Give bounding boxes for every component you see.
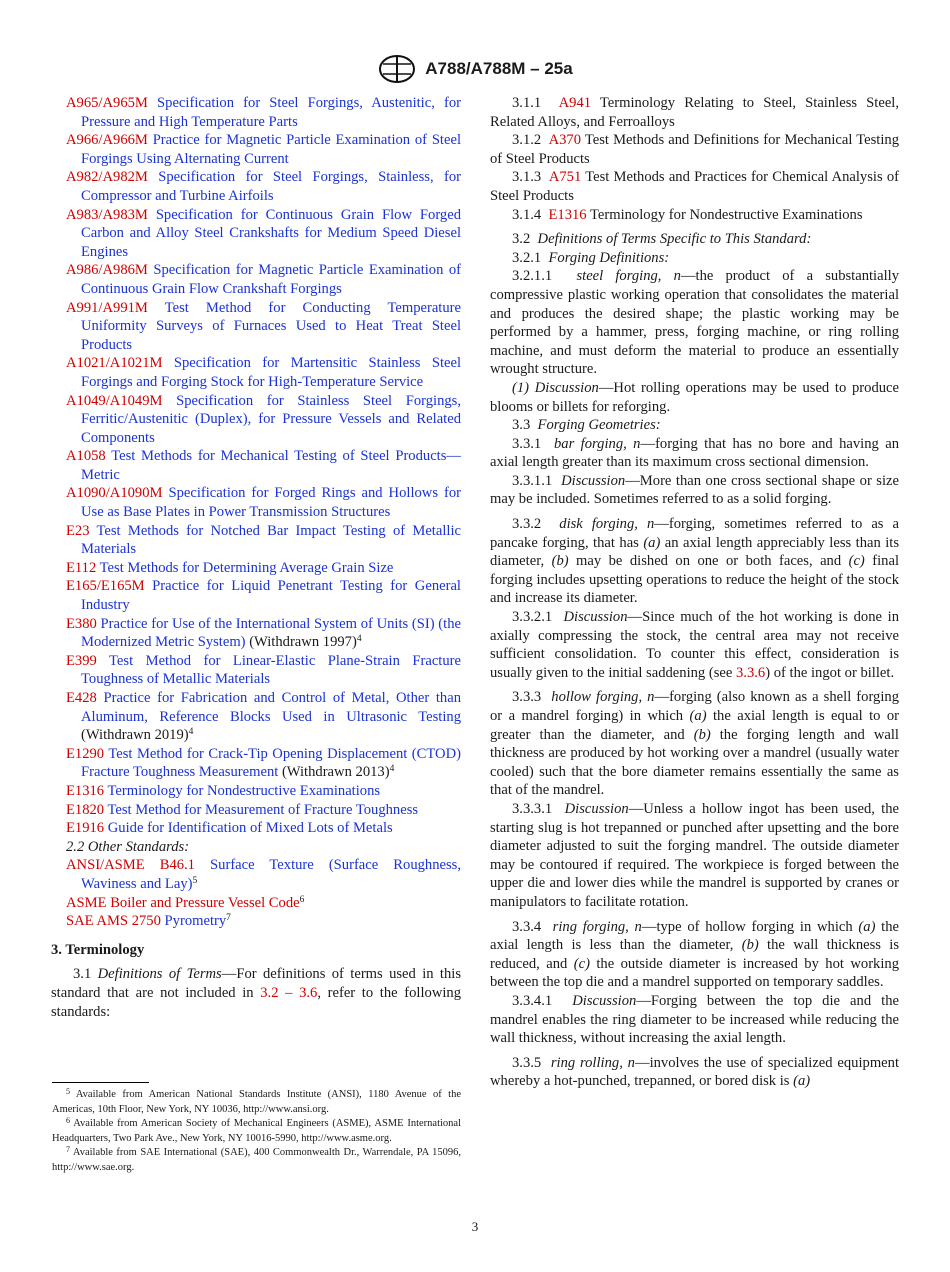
reference-item bbox=[66, 299, 461, 355]
reference-item bbox=[66, 577, 461, 614]
other-standards-heading: 2.2 Other Standards: bbox=[66, 838, 190, 855]
ref-title-link[interactable]: Practice for Use of the International System of Units (SI) (the Modernized Metric System) bbox=[81, 615, 461, 651]
footnote-marker[interactable]: 5 bbox=[192, 875, 198, 886]
right-column bbox=[490, 94, 899, 1091]
reference-item bbox=[66, 856, 461, 893]
reference-item bbox=[66, 615, 461, 652]
ref-code-link[interactable]: A982/A982M bbox=[66, 169, 148, 186]
ref-title-link[interactable]: Specification for Martensitic Stainless Steel Forgings and Forging Stock for High-Temperature Service bbox=[81, 355, 462, 390]
footnote-number: 6 bbox=[66, 1116, 70, 1125]
ref-title-link[interactable]: Practice for Magnetic Particle Examination of Steel Forgings Using Alternating Current bbox=[81, 132, 461, 167]
ref-code-link[interactable]: E1316 bbox=[66, 782, 105, 799]
ref-title-link[interactable]: Test Methods for Mechanical Testing of Steel Products—Metric bbox=[81, 448, 462, 483]
reference-item bbox=[66, 94, 461, 131]
footnote-marker[interactable]: 4 bbox=[356, 634, 362, 645]
ref-code-link[interactable]: E23 bbox=[66, 522, 90, 539]
section-3-3-3-1: 3.3.3.1 Discussion—Unless a hollow ingot has been used, the starting slug is hot trepanned or punched after upsetting and the bore diameter adjusted to suit the forging mandrel. The outside diameter may be contoured if required. The workpiece is forged between the upper die and lower dies while the mandrel is supported by cranes or manipulators to facilitate rotation. bbox=[490, 800, 900, 910]
footnote-number: 7 bbox=[66, 1145, 70, 1154]
ref-code-link[interactable]: ANSI/ASME B46.1 bbox=[66, 857, 195, 874]
section-3-2-1: 3.2.1 Forging Definitions: bbox=[512, 249, 670, 266]
footnote bbox=[52, 1117, 461, 1146]
ref-code-link[interactable]: A991/A991M bbox=[66, 299, 148, 316]
section-3-3-2-1: 3.3.2.1 Discussion—Since much of the hot working is done in axially compressing the stock, the central area may not receive sufficient consolidation. To counter this effect, consideration is usually given to the initial saddening (see 3.3.6) of the ingot or billet. bbox=[490, 609, 899, 681]
reference-item bbox=[66, 652, 461, 689]
section-3-3-1: 3.3.1 bar forging, n—forging that has no bore and having an axial length greater than its maximum cross sectional dimension. bbox=[490, 435, 900, 471]
ref-code-link[interactable]: A370 bbox=[548, 132, 582, 149]
footnote-text: Available from American Society of Mechanical Engineers (ASME), ASME International Headquarters, Two Park Ave., New York, NY 10016-5990, http://www.asme.org. bbox=[52, 1118, 461, 1144]
ref-3-1-1: 3.1.1 A941 Terminology Relating to Steel, Stainless Steel, Related Alloys, and Ferroalloys bbox=[490, 95, 899, 130]
footnote-marker[interactable]: 4 bbox=[188, 727, 194, 738]
ref-title-link[interactable]: Test Methods for Determining Average Grain Size bbox=[99, 559, 394, 576]
reference-item bbox=[66, 447, 461, 484]
terminology-heading: 3. Terminology bbox=[51, 941, 145, 958]
ref-title-link[interactable]: Test Method for Conducting Temperature Uniformity Surveys of Furnaces Used to Heat Treat Steel Products bbox=[81, 299, 461, 353]
reference-item bbox=[66, 801, 461, 820]
ref-code-link[interactable]: A1090/A1090M bbox=[66, 485, 163, 502]
ref-title-link[interactable]: Specification for Continuous Grain Flow Forged Carbon and Alloy Steel Crankshafts for Medium Speed Diesel Engines bbox=[81, 206, 462, 260]
ref-code-link[interactable]: A751 bbox=[548, 169, 582, 186]
reference-item bbox=[66, 168, 461, 205]
reference-item bbox=[66, 392, 461, 448]
section-3-2: 3.2 Definitions of Terms Specific to This Standard: bbox=[512, 231, 812, 248]
ref-code-link[interactable]: ASME Boiler and Pressure Vessel Code bbox=[66, 894, 300, 911]
ref-3-1-4: 3.1.4 E1316 Terminology for Nondestructive Examinations bbox=[512, 206, 863, 223]
page-header bbox=[0, 54, 950, 82]
ref-code-link[interactable]: E1820 bbox=[66, 801, 105, 818]
ref-code-link[interactable]: SAE AMS 2750 bbox=[66, 913, 161, 930]
ref-3-1-3: 3.1.3 A751 Test Methods and Practices for Chemical Analysis of Steel Products bbox=[490, 169, 899, 204]
ref-code-link[interactable]: A1058 bbox=[66, 448, 106, 465]
ref-title-link[interactable]: Specification for Steel Forgings, Stainless, for Compressor and Turbine Airfoils bbox=[81, 169, 461, 204]
section-3-3-5: 3.3.5 ring rolling, n—involves the use of specialized equipment whereby a hot-punched, trepanned, or bored disk is (a) bbox=[490, 1054, 900, 1090]
footnote-marker[interactable]: 6 bbox=[299, 894, 305, 905]
ref-code-link[interactable]: A965/A965M bbox=[66, 95, 148, 111]
reference-item bbox=[66, 912, 461, 931]
ref-code-link[interactable]: E1290 bbox=[66, 745, 105, 762]
reference-item bbox=[66, 206, 461, 262]
ref-code-link[interactable]: A1049/A1049M bbox=[66, 392, 163, 409]
ref-code-link[interactable]: A986/A986M bbox=[66, 262, 148, 279]
ref-title-link[interactable]: Test Method for Crack-Tip Opening Displacement (CTOD) Fracture Toughness Measurement bbox=[81, 745, 461, 781]
page-number: 3 bbox=[471, 1219, 479, 1234]
reference-item bbox=[66, 484, 461, 521]
footnote-marker[interactable]: 4 bbox=[389, 764, 395, 775]
ref-title-link[interactable]: Test Methods for Notched Bar Impact Testing of Metallic Materials bbox=[81, 522, 461, 558]
reference-item bbox=[66, 782, 461, 801]
withdrawn-note: (Withdrawn 1997) bbox=[245, 634, 357, 651]
ref-title-link[interactable]: Specification for Magnetic Particle Examination of Continuous Grain Flow Crankshaft Forgings bbox=[81, 262, 461, 297]
footnote-divider bbox=[52, 1082, 149, 1083]
ref-code-link[interactable]: A941 bbox=[558, 95, 592, 111]
reference-item bbox=[66, 354, 461, 391]
left-column bbox=[51, 94, 462, 1021]
footnote-text: Available from SAE International (SAE), 400 Commonwealth Dr., Warrendale, PA 15096, http://www.sae.org. bbox=[52, 1147, 461, 1173]
withdrawn-note: (Withdrawn 2013) bbox=[278, 764, 390, 781]
ref-title-link[interactable]: Specification for Forged Rings and Hollows for Use as Base Plates in Power Transmission Structures bbox=[81, 485, 462, 521]
ref-3-1-2: 3.1.2 A370 Test Methods and Definitions for Mechanical Testing of Steel Products bbox=[490, 132, 899, 167]
ref-code-link[interactable]: E399 bbox=[66, 652, 97, 669]
discussion-1: (1) Discussion—Hot rolling operations may be used to produce blooms or billets for reforging. bbox=[490, 379, 899, 415]
reference-item bbox=[66, 819, 461, 838]
ref-title-link[interactable]: Practice for Liquid Penetrant Testing for General Industry bbox=[81, 578, 461, 614]
footnotes bbox=[52, 1088, 461, 1175]
section-3-3: 3.3 Forging Geometries: bbox=[512, 417, 661, 434]
ref-code-link[interactable]: E1316 bbox=[548, 206, 587, 223]
section-3-2-1-1: 3.2.1.1 steel forging, n—the product of a substantially compressive plastic working operation that consolidates the material and produces the desired shape; the plastic working may be performed by a hammer, press, forging machine, or ring rolling machine, and must deform the material to produce an essentially wrought structure. bbox=[490, 268, 899, 378]
reference-item bbox=[66, 261, 461, 298]
footnote bbox=[52, 1146, 461, 1175]
reference-item bbox=[66, 131, 461, 168]
ref-code-link[interactable]: A1021/A1021M bbox=[66, 355, 163, 372]
ref-title-link[interactable]: Practice for Fabrication and Control of Metal, Other than Aluminum, Reference Blocks Used in Ultrasonic Testing bbox=[81, 690, 461, 725]
section-3-3-2: 3.3.2 disk forging, n—forging, sometimes referred to as a pancake forging, that has (a) an axial length appreciably less than its diameter, (b) may be dished on one or both faces, and (c) final forging includes upsetting operations to reduce the height of the stock and increase its diameter. bbox=[490, 516, 900, 607]
ref-title-link[interactable]: Pyrometry bbox=[164, 913, 227, 930]
ref-title-link[interactable]: Test Method for Measurement of Fracture Toughness bbox=[107, 801, 419, 818]
reference-item bbox=[66, 522, 461, 559]
section-link[interactable]: 3.3.6 bbox=[736, 664, 766, 681]
ref-title-link[interactable]: Test Method for Linear-Elastic Plane-Strain Fracture Toughness of Metallic Materials bbox=[81, 652, 461, 688]
ref-title-link[interactable]: Guide for Identification of Mixed Lots of Metals bbox=[107, 820, 393, 837]
section-3-3-1-1: 3.3.1.1 Discussion—More than one cross sectional shape or size may be included. Sometimes referred to as a solid forging. bbox=[490, 472, 899, 508]
ref-title-link[interactable]: Specification for Stainless Steel Forgings, Ferritic/Austenitic (Duplex), for Pressure Vessels and Related Components bbox=[81, 392, 461, 446]
footnote bbox=[52, 1088, 461, 1117]
ref-code-link[interactable]: E428 bbox=[66, 690, 97, 706]
section-3-3-4: 3.3.4 ring forging, n—type of hollow forging in which (a) the axial length is less than the diameter, (b) the wall thickness is reduced, and (c) the outside diameter is increased by hot working between the top die and a mandrel supported on temporary saddles. bbox=[490, 918, 900, 991]
ref-title-link[interactable]: Specification for Steel Forgings, Austenitic, for Pressure and High Temperature Parts bbox=[81, 95, 462, 130]
ref-code-link[interactable]: E380 bbox=[66, 615, 97, 632]
standard-code: A788/A788M – 25a bbox=[425, 59, 573, 78]
reference-item bbox=[66, 894, 461, 913]
withdrawn-note: (Withdrawn 2019) bbox=[81, 727, 189, 744]
reference-list bbox=[66, 94, 461, 838]
astm-logo-icon bbox=[377, 54, 417, 84]
section-link[interactable]: 3.2 – 3.6 bbox=[260, 984, 318, 1001]
footnote-text: Available from American National Standards Institute (ANSI), 1180 Avenue of the Americas, 10th Floor, New York, NY 10036, http://www.ansi.org. bbox=[52, 1089, 462, 1115]
footnote-marker[interactable]: 7 bbox=[226, 913, 231, 924]
ref-code-link[interactable]: E112 bbox=[66, 559, 97, 576]
ref-code-link[interactable]: A983/A983M bbox=[66, 206, 148, 223]
ref-code-link[interactable]: E165/E165M bbox=[66, 578, 145, 595]
other-reference-list bbox=[66, 856, 461, 930]
section-3-3-4-1: 3.3.4.1 Discussion—Forging between the top die and the mandrel enables the ring diameter to be increased while reducing the wall thickness, without increasing the axial length. bbox=[490, 992, 900, 1047]
reference-item bbox=[66, 745, 461, 782]
footnote-number: 5 bbox=[66, 1087, 70, 1096]
definitions-paragraph: 3.1 Definitions of Terms—For definitions of terms used in this standard that are not included in 3.2 – 3.6, refer to the following standards: bbox=[51, 966, 462, 1020]
ref-title-link[interactable]: Terminology for Nondestructive Examinations bbox=[107, 782, 381, 799]
ref-title-link[interactable]: Surface Texture (Surface Roughness, Waviness and Lay) bbox=[81, 857, 461, 892]
section-3-3-3: 3.3.3 hollow forging, n—forging (also known as a shell forging or a mandrel forging) in which (a) the axial length is equal to or greater than the diameter, and (b) the forging length and wall thickness are produced by hot working over a mandrel (usually water cooled) such that the bore diameter remains essentially the same as that of the mandrel. bbox=[490, 689, 899, 799]
reference-item bbox=[66, 689, 461, 745]
ref-code-link[interactable]: A966/A966M bbox=[66, 132, 148, 149]
ref-code-link[interactable]: E1916 bbox=[66, 820, 105, 837]
reference-item bbox=[66, 559, 461, 578]
